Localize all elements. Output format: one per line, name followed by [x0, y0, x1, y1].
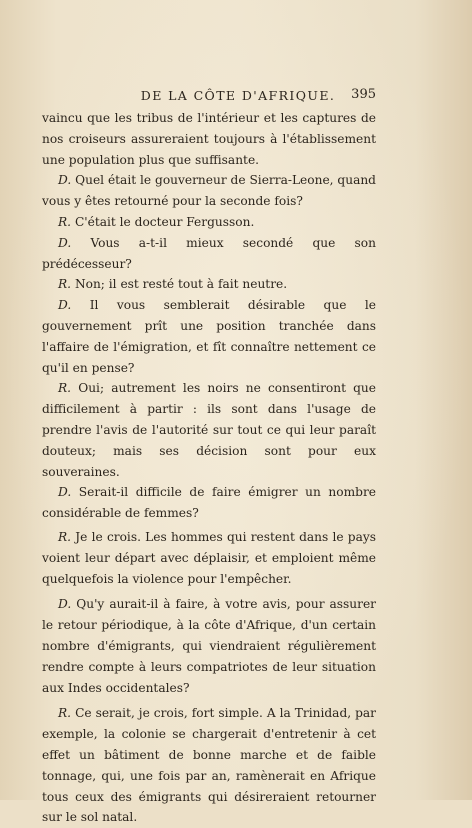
- paragraph-text: Non; il est resté tout à fait neutre.: [74, 277, 288, 292]
- question-paragraph: [42, 594, 376, 698]
- paragraph-continuation: [42, 108, 376, 170]
- paragraph-text: C'était le docteur Fergusson.: [74, 214, 255, 229]
- paragraph-text: Il vous semblerait désirable que le gouvernement prît une position tranchée dans l'affaire de l'émigration, et fît connaître nettement ce qu'il en pense?: [42, 298, 376, 375]
- answer-paragraph: [42, 527, 376, 589]
- question-paragraph: [42, 482, 376, 524]
- paragraph-text: vaincu que les tribus de l'intérieur et les captures de nos croiseurs assureraient toujours à l'établissement une population plus que suffisante.: [42, 111, 376, 167]
- speaker-mark: D.: [58, 235, 72, 250]
- paragraph-text: Oui; autrement les noirs ne consentiront que difficilement à partir : ils sont dans l'usage de prendre l'avis de l'autorité sur tout ce qui leur paraît douteux; mais ses décision sont pour eux souveraines.: [42, 381, 376, 479]
- speaker-mark: D.: [58, 298, 72, 313]
- speaker-mark: R.: [58, 381, 72, 396]
- speaker-mark: D.: [58, 173, 72, 188]
- answer-paragraph: [42, 703, 376, 828]
- speaker-mark: R.: [58, 529, 72, 544]
- answer-paragraph: [42, 212, 376, 233]
- paragraph-text: Qu'y aurait-il à faire, à votre avis, pour assurer le retour périodique, à la côte d'Afrique, d'un certain nombre d'émigrants, qui viendraient régulièrement rendre compte à leurs compatriotes de leur situation aux Indes occidentales?: [42, 597, 377, 695]
- answer-paragraph: [42, 378, 376, 482]
- speaker-mark: R.: [58, 706, 72, 721]
- paragraph-text: Je le crois. Les hommes qui restent dans le pays voient leur départ avec déplaisir, et emploient même quelquefois la violence pour l'empêcher.: [42, 529, 377, 586]
- paragraph-text: Quel était le gouverneur de Sierra-Leone, quand vous y êtes retourné pour la seconde fois?: [42, 173, 376, 209]
- paragraph-text: Ce serait, je crois, fort simple. A la Trinidad, par exemple, la colonie se chargerait d'entretenir à cet effet un bâtiment de bonne marche et de faible tonnage, qui, une fois par an, ramènerait en Afrique tous ceux des émigrants qui désireraient retourner sur le sol natal.: [42, 706, 376, 825]
- page-number: 395: [351, 87, 376, 102]
- question-paragraph: [42, 295, 376, 378]
- answer-paragraph: [42, 274, 376, 295]
- question-paragraph: [42, 233, 376, 275]
- body-text: [42, 108, 376, 828]
- running-title: DE LA CÔTE D'AFRIQUE.: [140, 88, 336, 103]
- speaker-mark: R.: [58, 277, 72, 292]
- speaker-mark: R.: [58, 214, 72, 229]
- speaker-mark: D.: [58, 485, 72, 500]
- speaker-mark: D.: [58, 597, 72, 612]
- paragraph-text: Vous a-t-il mieux secondé que son prédécesseur?: [42, 235, 376, 271]
- question-paragraph: [42, 170, 376, 212]
- paragraph-text: Serait-il difficile de faire émigrer un nombre considérable de femmes?: [42, 485, 377, 521]
